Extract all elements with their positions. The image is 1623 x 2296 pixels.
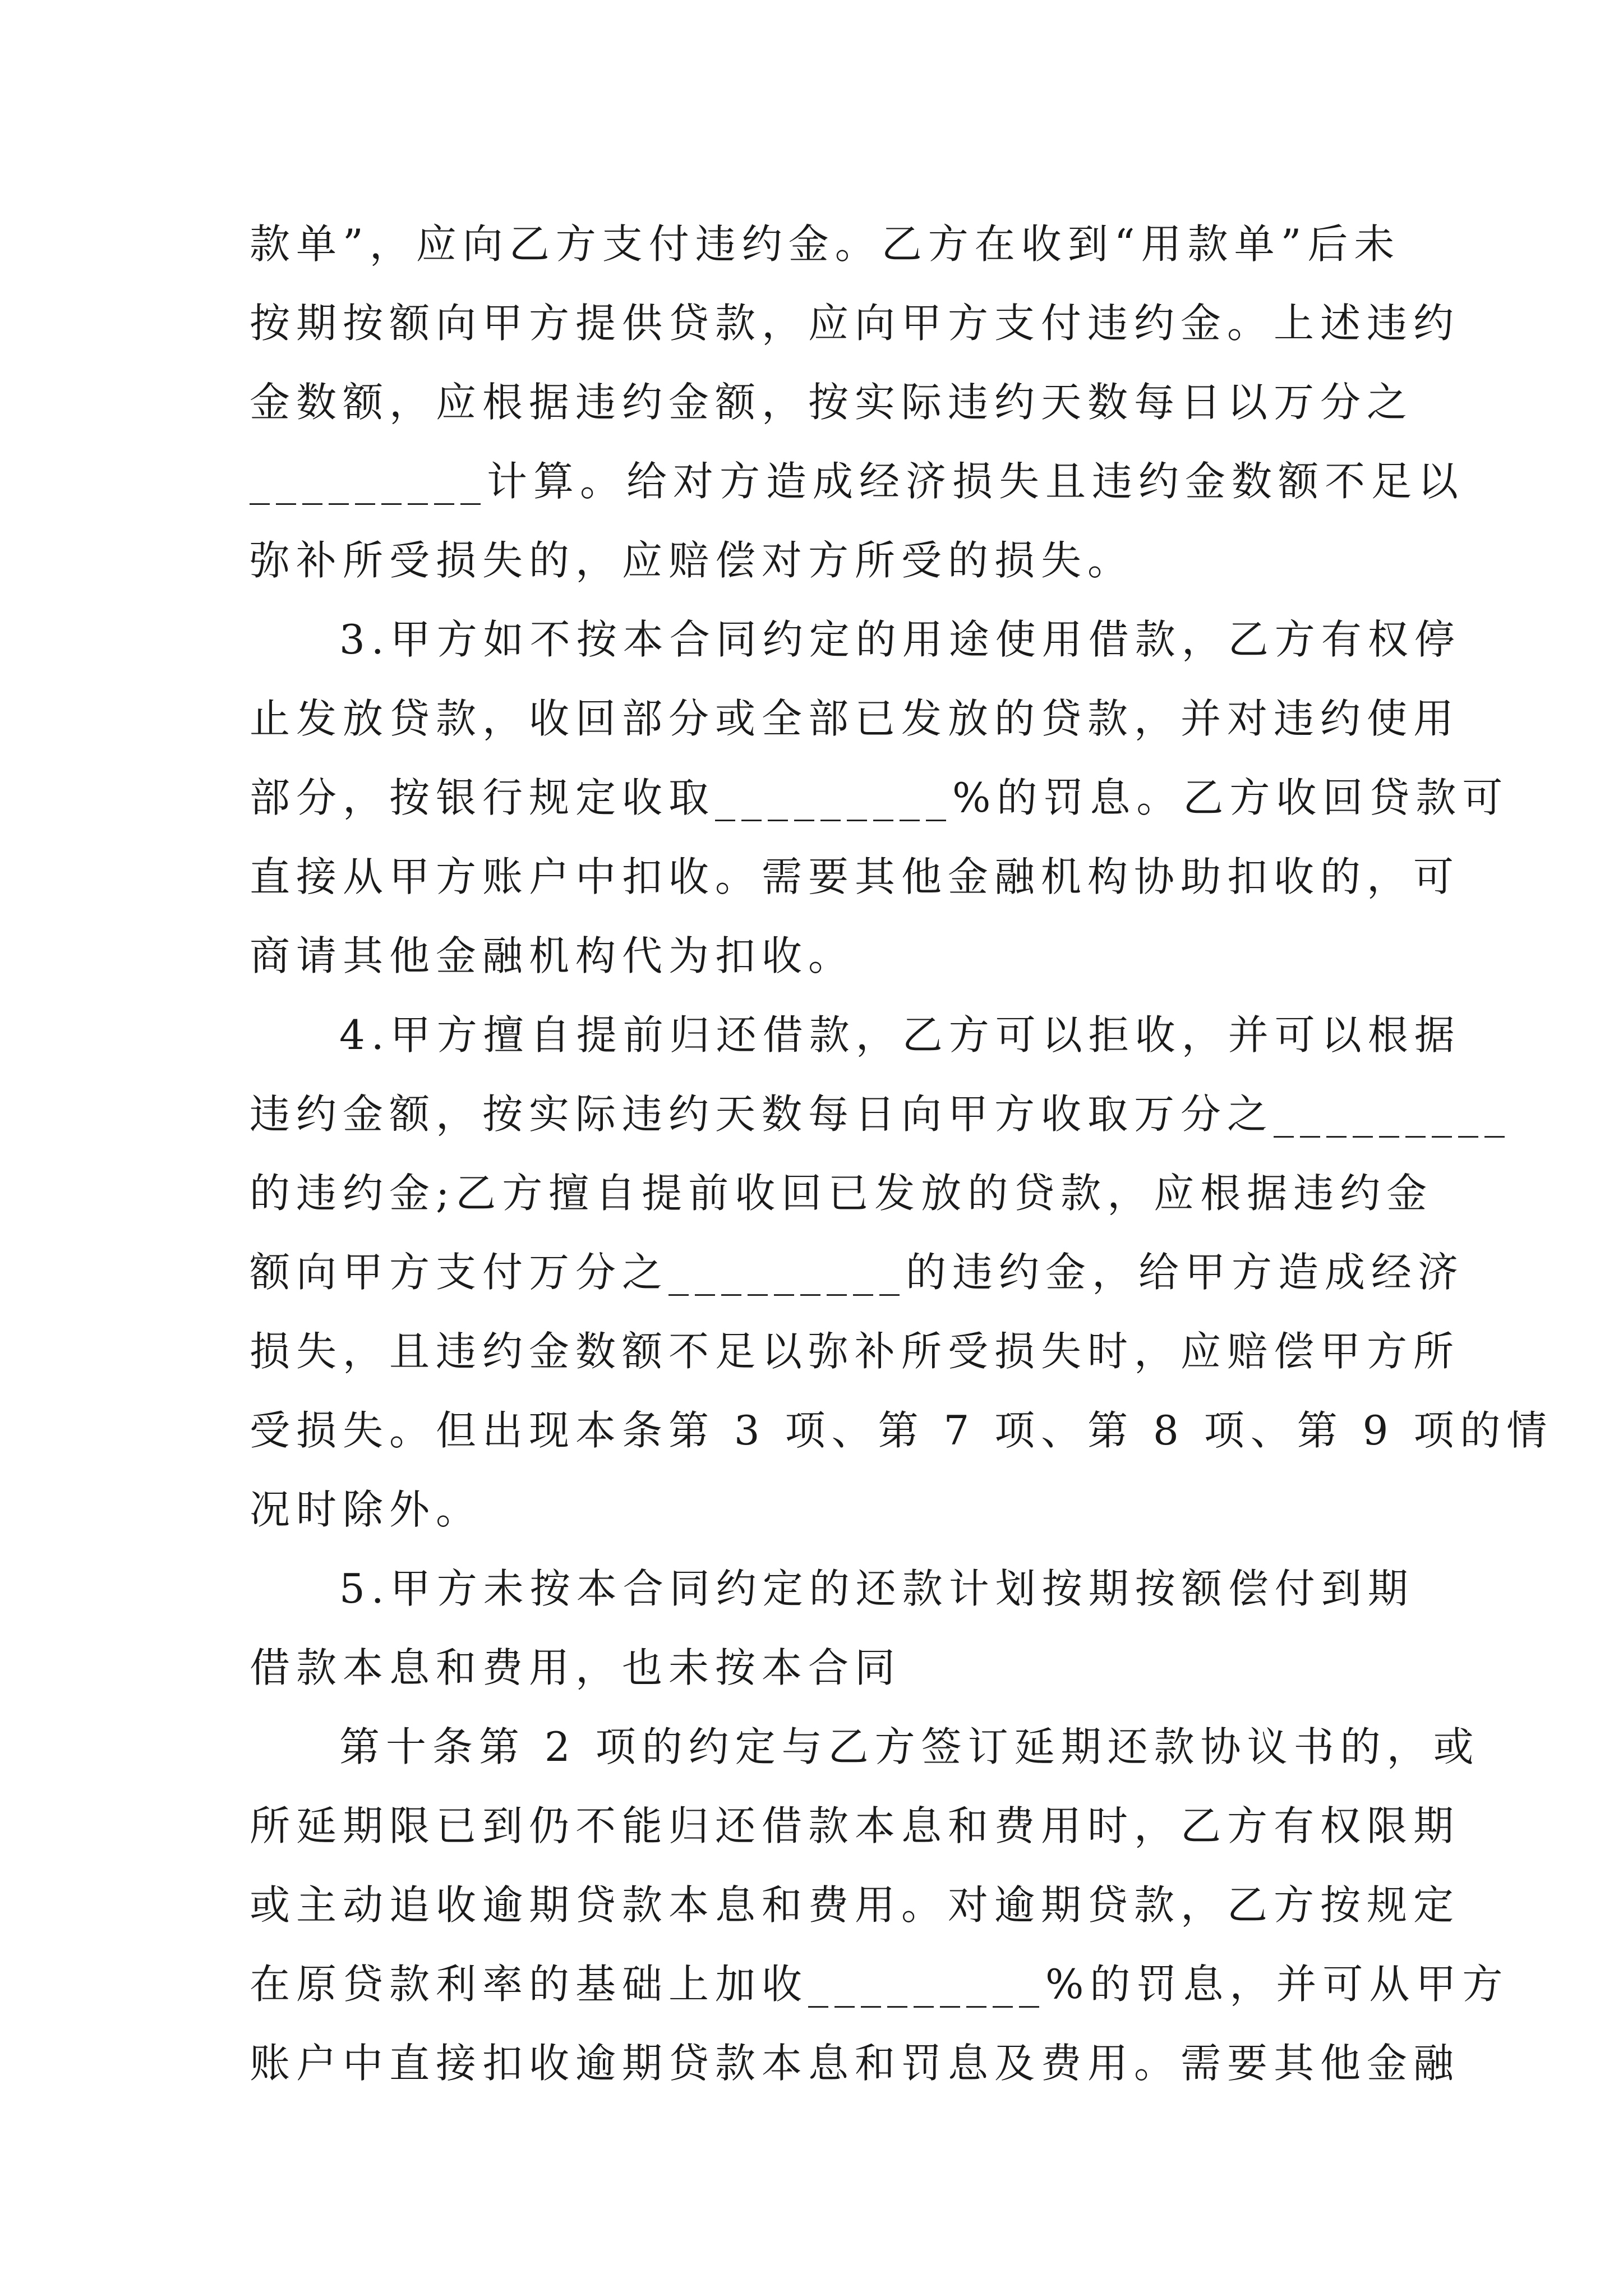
text-line: 所延期限已到仍不能归还借款本息和费用时，乙方有权限期	[250, 1802, 1460, 1849]
paragraph-start: 第十条第 2 项的约定与乙方签订延期还款协议书的，或	[339, 1723, 1480, 1770]
text-line: 款单”，应向乙方支付违约金。乙方在收到“用款单”后未	[250, 220, 1401, 268]
text-line: 商请其他金融机构代为扣收。	[250, 932, 855, 979]
text-line: 在原贷款利率的基础上加收_________%的罚息，并可从甲方	[250, 1961, 1509, 2008]
text-line: 账户中直接扣收逾期贷款本息和罚息及费用。需要其他金融	[250, 2040, 1460, 2087]
text-line: 违约金额，按实际违约天数每日向甲方收取万分之_________	[250, 1091, 1511, 1138]
text-line: 或主动追收逾期贷款本息和费用。对逾期贷款，乙方按规定	[250, 1881, 1460, 1929]
text-line: 受损失。但出现本条第 3 项、第 7 项、第 8 项、第 9 项的情	[250, 1407, 1553, 1454]
clause-5-start: 5.甲方未按本合同约定的还款计划按期按额偿付到期	[339, 1565, 1414, 1612]
text-line: 损失，且违约金数额不足以弥补所受损失时，应赔偿甲方所	[250, 1328, 1460, 1375]
clause-4-start: 4.甲方擅自提前归还借款，乙方可以拒收，并可以根据	[339, 1011, 1461, 1059]
text-line: 金数额，应根据违约金额，按实际违约天数每日以万分之	[250, 379, 1414, 426]
text-line: 部分，按银行规定收取_________%的罚息。乙方收回贷款可	[250, 774, 1509, 821]
text-line: _________计算。给对方造成经济损失且违约金数额不足以	[250, 458, 1465, 505]
text-line: 的违约金;乙方擅自提前收回已发放的贷款，应根据违约金	[250, 1170, 1433, 1217]
contract-text	[250, 205, 1553, 2103]
text-line: 额向甲方支付万分之_________的违约金，给甲方造成经济	[250, 1249, 1465, 1296]
text-line: 按期按额向甲方提供贷款，应向甲方支付违约金。上述违约	[250, 300, 1460, 347]
text-line: 借款本息和费用，也未按本合同	[250, 1644, 902, 1691]
text-line: 直接从甲方账户中扣收。需要其他金融机构协助扣收的，可	[250, 853, 1460, 900]
text-line: 况时除外。	[250, 1486, 483, 1533]
text-line: 止发放贷款，收回部分或全部已发放的贷款，并对违约使用	[250, 695, 1460, 742]
text-line: 弥补所受损失的，应赔偿对方所受的损失。	[250, 537, 1135, 584]
clause-3-start: 3.甲方如不按本合同约定的用途使用借款，乙方有权停	[339, 616, 1461, 663]
